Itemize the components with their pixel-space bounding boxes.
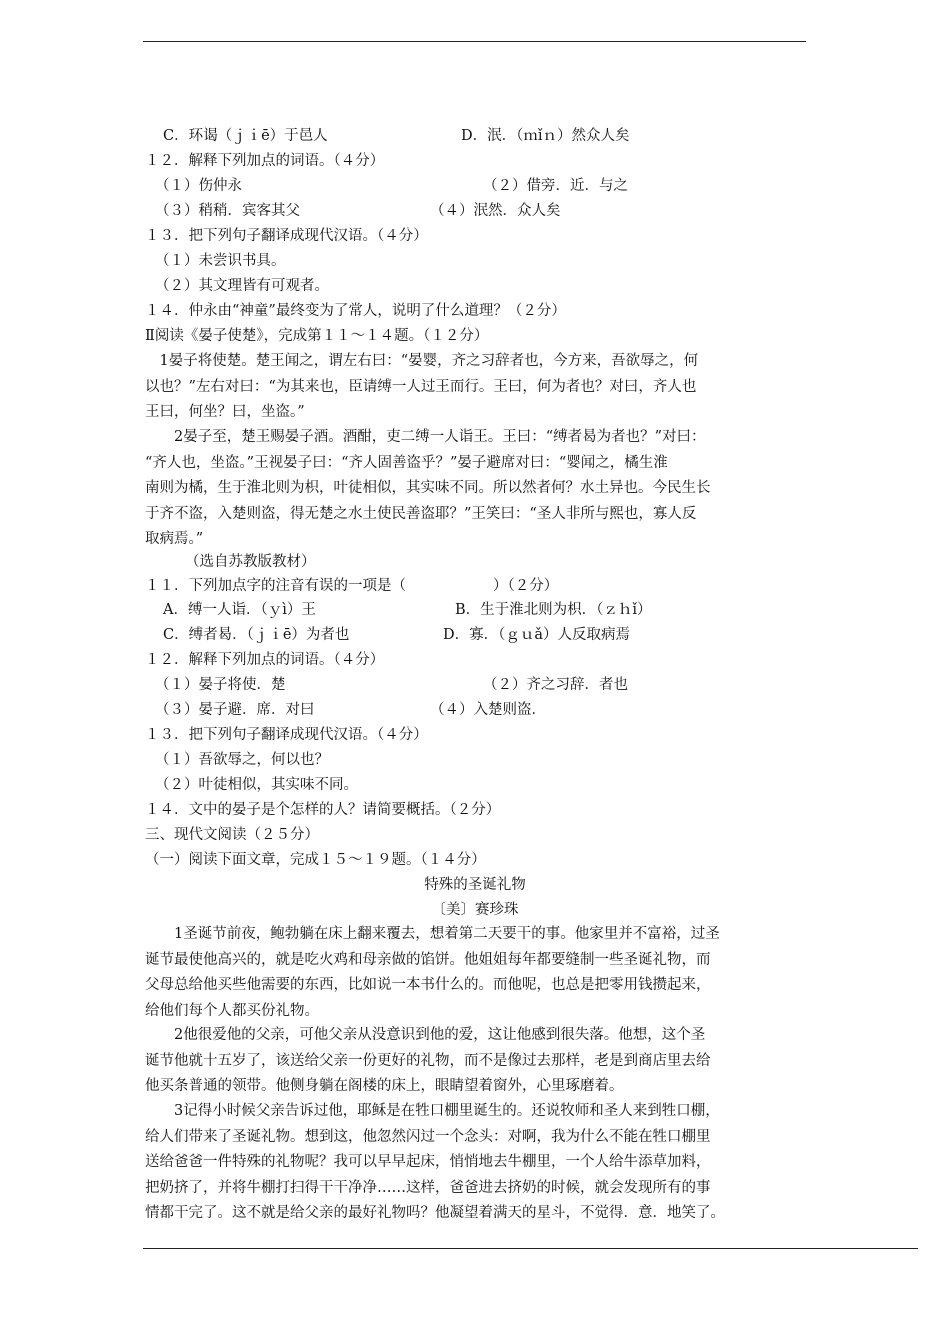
story-paragraph-2 [145,1023,711,1100]
passage-paragraph-1 [145,349,698,426]
question-12b: １２．解释下列加点的词语。（４分） [145,652,385,668]
q12a-item-4: （４）泯然．众人矣 [430,203,561,219]
question-12a: １２．解释下列加点的词语。（４分） [145,153,385,169]
option-c-1: C．环谒（ｊｉē）于邑人 [163,128,328,144]
q13b-item-1: （１）吾欲辱之，何以也？ [155,752,329,768]
question-14b: １４．文中的晏子是个怎样的人？请简要概括。（２分） [145,802,501,818]
text-line: 1晏子将使楚。楚王闻之，谓左右曰：“晏婴，齐之习辞者也，今方来，吾欲辱之，何 [145,353,699,369]
text-line: 给人们带来了圣诞礼物。想到这，他忽然闪过一个念头：对啊，我为什么不能在牲口棚里 [145,1128,711,1145]
text-line: 2晏子至，楚王赐晏子酒。酒酣，吏二缚一人诣王。王曰：“缚者曷为者也？”对曰： [145,429,706,445]
q12a-item-2: （２）借旁．近．与之 [483,178,628,194]
story-paragraph-1 [145,922,720,1024]
q12b-item-2: （２）齐之习辞．者也 [483,677,628,693]
option-c: C．缚者曷．（ｊｉē）为者也 [163,627,350,643]
question-13a: １３．把下列句子翻译成现代汉语。（４分） [145,228,428,244]
section-iii-part-1: （一）阅读下面文章，完成１５～１９题。（１４分） [145,852,486,868]
text-line: 他买条普通的领带。他侧身躺在阁楼的床上，眼睛望着窗外，心里琢磨着。 [145,1078,624,1094]
text-line: 王曰，何坐？曰，坐盗。” [145,404,305,420]
q12a-item-1: （１）伤仲永 [155,178,242,194]
q13a-item-1: （１）未尝识书具。 [155,253,286,269]
text-line: 把奶挤了，并将牛棚打扫得干干净净……这样，爸爸进去挤奶的时候，就会发现所有的事 [145,1179,711,1196]
q12a-item-3: （３）稍稍．宾客其父 [155,203,300,219]
text-line: 取病焉。” [145,531,204,547]
option-b: B．生于淮北则为枳．（ｚｈǐ） [455,602,652,618]
story-title: 特殊的圣诞礼物 [424,877,526,893]
bottom-rule [143,1248,918,1249]
text-line: 于齐不盗，入楚则盗，得无楚之水土使民善盗耶？”王笑曰：“圣人非所与熙也，寡人反 [145,505,697,522]
story-author: 〔美〕赛珍珠 [431,902,519,918]
text-line: 诞节最使他高兴的，就是吃火鸡和母亲做的馅饼。他姐姐每年都要缝制一些圣诞礼物，而 [145,951,711,968]
q12b-item-3: （３）晏子避．席．对曰 [155,702,315,718]
section-ii-heading: Ⅱ阅读《晏子使楚》，完成第１１～１４题。（１２分） [145,328,489,344]
top-rule [143,41,806,42]
q13a-item-2: （２）其文理皆有可观者。 [155,278,329,294]
text-line: 诞节他就十五岁了，该送给父亲一份更好的礼物，而不是像过去那样，老是到商店里去给 [145,1052,711,1069]
text-line: 南则为橘，生于淮北则为枳，叶徒相似，其实味不同。所以然者何？水土异也。今民生长 [145,480,711,496]
text-line: 以也？”左右对曰：“为其来也，臣请缚一人过王而行。王曰，何为者也？对曰，齐人也 [145,378,697,395]
source-note: （选自苏教版教材） [185,554,316,570]
section-iii-heading: 三、现代文阅读（２５分） [145,827,319,843]
q12b-item-1: （１）晏子将使．楚 [155,677,286,693]
option-d: D．寡．（ｇｕǎ）人反取病焉 [443,627,631,643]
text-line: 情都干完了。这不就是给父亲的最好礼物吗？他凝望着满天的星斗，不觉得．意．地笑了。 [145,1205,725,1221]
text-line: 3记得小时候父亲告诉过他，耶稣是在牲口棚里诞生的。还说牧师和圣人来到牲口棚， [145,1103,720,1119]
text-line: “齐人也，坐盗。”王视晏子曰：“齐人固善盗乎？”晏子避席对曰：“婴闻之，橘生淮 [145,454,668,471]
text-line: 送给爸爸一件特殊的礼物呢？我可以早早起床，悄悄地去牛棚里，一个人给牛添草加料， [145,1154,711,1170]
text-line: 父母总给他买些他需要的东西，比如说一本书什么的。而他呢，也总是把零用钱攒起来， [145,977,711,993]
question-13b: １３．把下列句子翻译成现代汉语。（４分） [145,727,428,743]
text-line: 1圣诞节前夜，鲍勃躺在床上翻来覆去，想着第二天要干的事。他家里并不富裕，过圣 [145,926,720,942]
question-11: １１．下列加点字的注音有误的一项是（ ）（２分） [145,578,559,594]
question-14a: １４．仲永由“神童”最终变为了常人，说明了什么道理？（２分） [145,303,566,319]
text-line: 给他们每个人都买份礼物。 [145,1002,319,1019]
q13b-item-2: （２）叶徒相似，其实味不同。 [155,777,358,793]
passage-paragraph-2 [145,425,711,553]
option-d-1: D．泯．（ｍǐｎ）然众人矣 [461,128,630,144]
text-line: 2他很爱他的父亲，可他父亲从没意识到他的爱，这让他感到很失落。他想，这个圣 [145,1027,706,1043]
story-paragraph-3 [145,1099,725,1227]
option-a: A．缚一人诣．（ｙì）王 [163,602,316,618]
q12b-item-4: （４）入楚则盗． [430,702,546,718]
